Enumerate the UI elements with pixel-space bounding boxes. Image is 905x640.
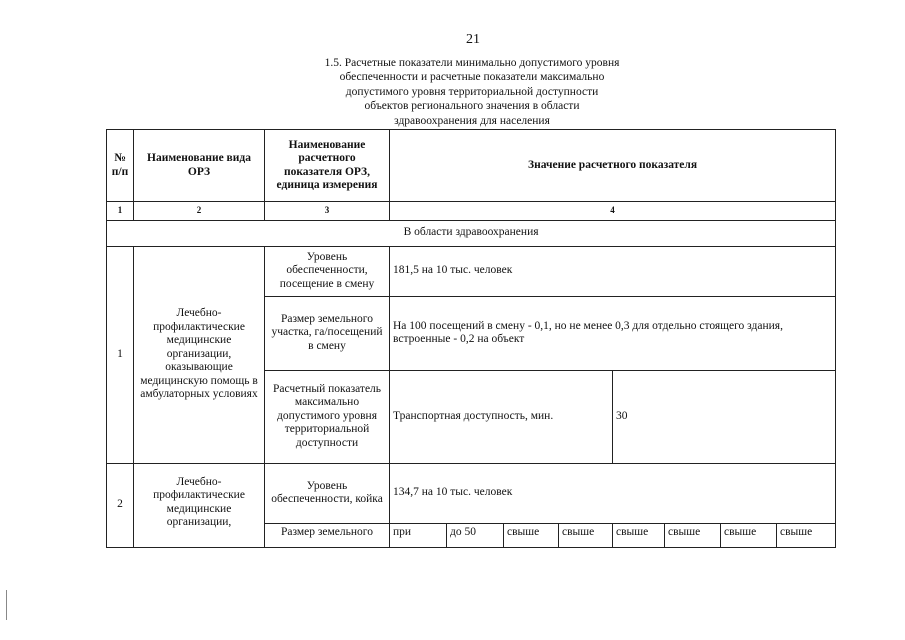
table-row xyxy=(107,246,836,296)
heading-line: объектов регионального значения в области xyxy=(364,100,580,113)
index-cell: 2 xyxy=(134,202,265,221)
heading-line: здравоохранения для населения xyxy=(394,114,550,127)
row-value: 134,7 на 10 тыс. человек xyxy=(390,463,836,523)
scan-edge-mark xyxy=(6,590,7,620)
heading-line: допустимого уровня территориальной доступности xyxy=(345,85,599,98)
index-cell: 1 xyxy=(107,202,134,221)
row-cell: свыше xyxy=(559,523,613,547)
row-cell: свыше xyxy=(613,523,665,547)
index-row xyxy=(107,202,836,221)
section-heading xyxy=(292,56,652,128)
row-value-2: 30 xyxy=(613,370,836,463)
row-indicator: Расчетный показатель максимально допустимого уровня территориальной доступности xyxy=(265,370,390,463)
row-cell: свыше xyxy=(777,523,836,547)
row-num: 2 xyxy=(107,463,134,547)
header-value: Значение расчетного показателя xyxy=(390,130,836,202)
header-indicator: Наименование расчетного показателя ОРЗ, единица измерения xyxy=(265,130,390,202)
header-row xyxy=(107,130,836,202)
section-title: В области здравоохранения xyxy=(107,220,836,246)
row-cell: при xyxy=(390,523,447,547)
row-indicator: Размер земельного xyxy=(265,523,390,547)
row-value: На 100 посещений в смену - 0,1, но не менее 0,3 для отдельно стоящего здания, встроенные - 0,2 на объект xyxy=(390,296,836,370)
heading-line: обеспеченности и расчетные показатели максимально xyxy=(339,71,605,84)
table-row xyxy=(107,463,836,523)
header-num: № п/п xyxy=(107,130,134,202)
header-type: Наименование вида ОРЗ xyxy=(134,130,265,202)
heading-line: 1.5. Расчетные показатели минимально допустимого уровня xyxy=(324,57,620,69)
row-indicator: Уровень обеспеченности, посещение в смену xyxy=(265,246,390,296)
index-cell: 4 xyxy=(390,202,836,221)
index-cell: 3 xyxy=(265,202,390,221)
row-cell: до 50 xyxy=(447,523,504,547)
row-cell: свыше xyxy=(504,523,559,547)
row-value: Транспортная доступность, мин. xyxy=(390,370,613,463)
indicators-table xyxy=(106,129,836,548)
row-num: 1 xyxy=(107,246,134,463)
row-value: 181,5 на 10 тыс. человек xyxy=(390,246,836,296)
row-indicator: Уровень обеспеченности, койка xyxy=(265,463,390,523)
row-indicator: Размер земельного участка, га/посещений в смену xyxy=(265,296,390,370)
row-type: Лечебно-профилактические медицинские организации, оказывающие медицинскую помощь в амбулаторных условиях xyxy=(134,246,265,463)
row-cell: свыше xyxy=(721,523,777,547)
page-number: 21 xyxy=(466,32,480,47)
section-row xyxy=(107,220,836,246)
row-type: Лечебно-профилактические медицинские организации, xyxy=(134,463,265,547)
row-cell: свыше xyxy=(665,523,721,547)
